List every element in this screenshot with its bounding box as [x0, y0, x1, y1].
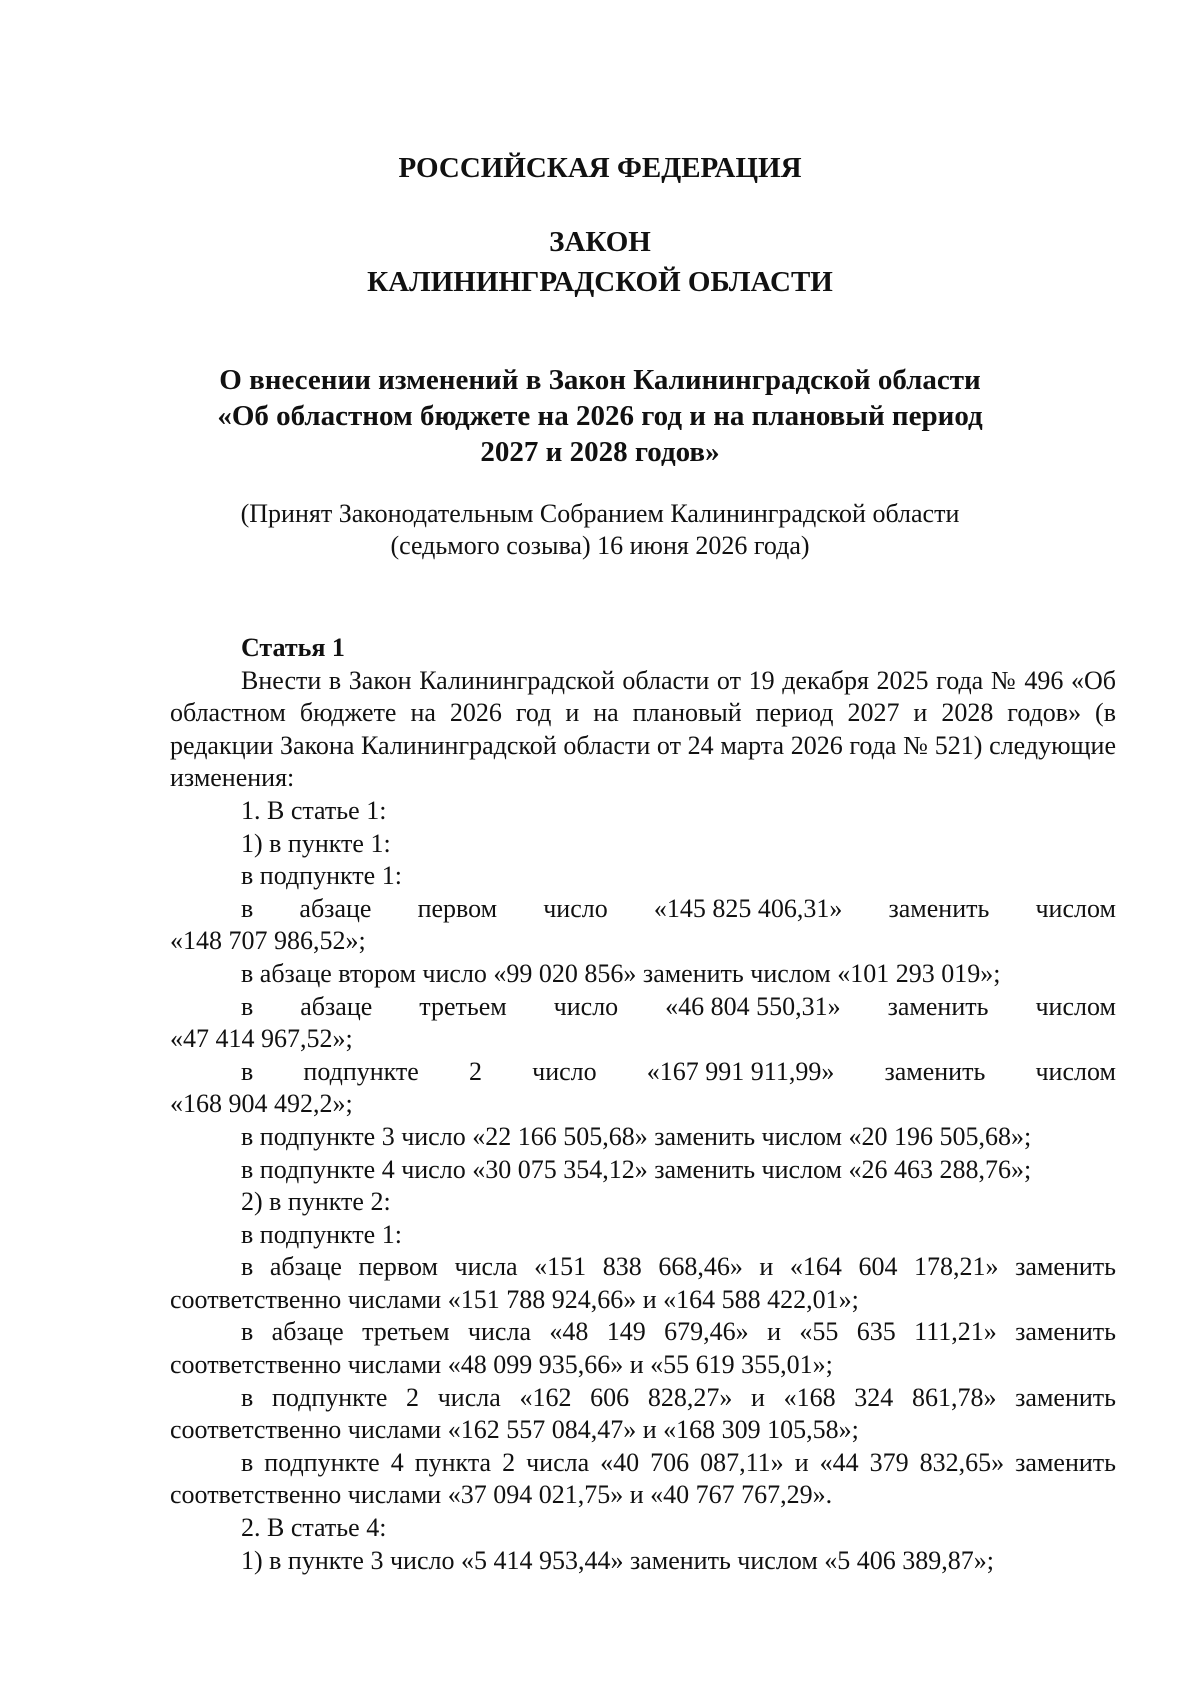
word: числом — [1035, 991, 1116, 1021]
law-title — [0, 222, 1200, 302]
paragraph-spread-line — [170, 991, 1116, 1024]
paragraph-spread-line — [170, 893, 1116, 926]
adoption-note-line-2: (седьмого созыва) 16 июня 2026 года) — [390, 531, 810, 560]
paragraph: 1) в пункте 1: — [241, 828, 391, 858]
paragraph: 2. В статье 4: — [241, 1513, 387, 1543]
word: в — [241, 991, 254, 1021]
law-subject-line-2: «Об областном бюджете на 2026 год и на плановый период — [217, 400, 983, 432]
word: третьем — [419, 991, 507, 1021]
word: «167 991 911,99» — [646, 1056, 835, 1086]
paragraph: в абзаце первом числа «151 838 668,46» и «164 604 178,21» заменить соответственно числами «151 788 924,66» и «164 588 422,01»; — [170, 1252, 1116, 1314]
word: «145 825 406,31» — [653, 893, 843, 923]
law-subject — [0, 362, 1200, 470]
word: заменить — [884, 1056, 986, 1086]
paragraph: в подпункте 4 число «30 075 354,12» заменить числом «26 463 288,76»; — [241, 1154, 1032, 1184]
paragraph: в абзаце третьем числа «48 149 679,46» и «55 635 111,21» заменить соответственно числами «48 099 935,66» и «55 619 355,01»; — [170, 1317, 1116, 1380]
law-subject-line-3: 2027 и 2028 годов» — [480, 436, 720, 468]
article-intro: Внести в Закон Калининградской области от 19 декабря 2025 года № 496 «Об областном бюджете на 2026 год и на плановый период 2027 и 2028 годов» (в редакции Закона Калининградской области от 24 марта 2026 года № 521) следующие изменения: — [170, 665, 1116, 793]
word: заменить — [888, 893, 990, 923]
paragraph: в подпункте 1: — [241, 1219, 402, 1249]
word: в — [241, 1056, 254, 1086]
word: число — [553, 991, 619, 1021]
word: заменить — [887, 991, 989, 1021]
country-heading: РОССИЙСКАЯ ФЕДЕРАЦИЯ — [398, 152, 802, 184]
word: первом — [417, 893, 498, 923]
paragraph-tail: «148 707 986,52»; — [170, 926, 366, 956]
paragraph: в подпункте 1: — [241, 861, 402, 891]
paragraph: в абзаце втором число «99 020 856» заменить числом «101 293 019»; — [241, 958, 1001, 988]
word: в — [241, 893, 254, 923]
paragraph: в подпункте 3 число «22 166 505,68» заменить числом «20 196 505,68»; — [241, 1121, 1032, 1151]
word: подпункте — [303, 1056, 419, 1086]
article-1 — [170, 632, 1116, 1577]
paragraph: в подпункте 4 пункта 2 числа «40 706 087,11» и «44 379 832,65» заменить соответственно числами «37 094 021,75» и «40 767 767,29». — [170, 1447, 1116, 1510]
law-subject-line-1: О внесении изменений в Закон Калининградской области — [219, 364, 981, 396]
paragraph: в подпункте 2 числа «162 606 828,27» и «168 324 861,78» заменить соответственно числами «162 557 084,47» и «168 309 105,58»; — [170, 1382, 1116, 1445]
law-title-line-1: ЗАКОН — [549, 226, 651, 258]
adoption-note — [0, 498, 1200, 562]
paragraph: 1) в пункте 3 число «5 414 953,44» заменить числом «5 406 389,87»; — [241, 1545, 994, 1575]
word: абзаце — [299, 893, 372, 923]
article-title: Статья 1 — [241, 633, 345, 662]
adoption-note-line-1: (Принят Законодательным Собранием Калининградской области — [240, 499, 960, 528]
paragraph-spread-line — [170, 1056, 1116, 1089]
word: «46 804 550,31» — [665, 991, 841, 1021]
paragraph: 1. В статье 1: — [241, 795, 387, 825]
paragraph: 2) в пункте 2: — [241, 1187, 391, 1217]
word: абзаце — [300, 991, 373, 1021]
word: числом — [1035, 1056, 1116, 1086]
word: числом — [1035, 893, 1116, 923]
paragraph-tail: «47 414 967,52»; — [170, 1024, 353, 1054]
word: число — [543, 893, 608, 923]
paragraph-tail: «168 904 492,2»; — [170, 1089, 353, 1119]
word: число — [532, 1056, 597, 1086]
word: 2 — [468, 1056, 482, 1086]
law-title-line-2: КАЛИНИНГРАДСКОЙ ОБЛАСТИ — [367, 266, 833, 298]
